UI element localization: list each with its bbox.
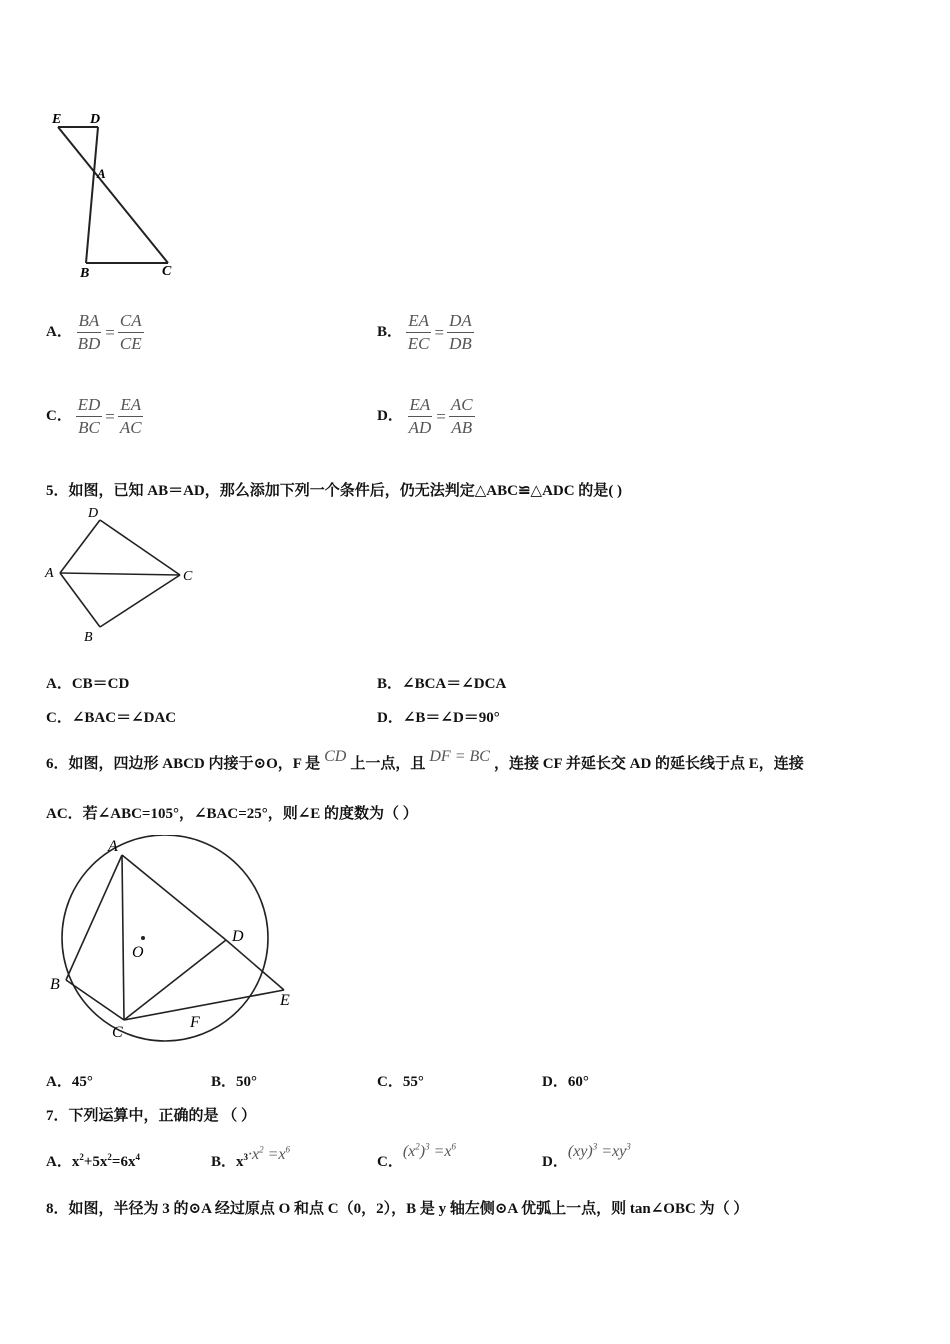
q4-option-b[interactable]: B． $\frac{EA}{EC}$ = $\frac{DA}{DB}$ — [377, 311, 472, 353]
arc-cd: CD — [324, 748, 347, 765]
option-letter: B． — [377, 323, 403, 340]
q5-option-c[interactable]: C．∠BAC＝∠DAC — [46, 710, 177, 726]
label-e: E — [280, 992, 290, 1009]
label-d: D — [232, 928, 244, 945]
q7-option-a[interactable]: A．$x^2+5x^2=6x^4$ — [46, 1152, 140, 1170]
label-o: O — [132, 944, 144, 961]
q4-option-c[interactable]: C． $\frac{ED}{BC}$ = $\frac{EA}{AC}$ — [46, 395, 142, 437]
fraction-right: $\frac{AC}{AB}$ — [450, 395, 473, 437]
figure-q6-circle — [40, 835, 310, 1045]
q5-option-b[interactable]: B．∠BCA＝∠DCA — [377, 676, 507, 692]
label-d: D — [88, 506, 99, 521]
label-a: A — [97, 166, 106, 181]
q6-option-d[interactable]: D．60° — [542, 1074, 589, 1090]
label-b: B — [84, 630, 93, 645]
fraction-left: $\frac{ED}{BC}$ — [77, 395, 101, 437]
q7-option-b[interactable]: B．$x^3\cdot x^2 =x^6$ — [211, 1144, 291, 1170]
label-e: E — [52, 112, 62, 127]
option-letter: C． — [46, 407, 72, 424]
fraction-left: $\frac{BA}{BD}$ — [77, 311, 101, 353]
label-c: C — [112, 1024, 123, 1041]
q6-option-c[interactable]: C．55° — [377, 1074, 424, 1090]
q7-option-d[interactable]: D．$(xy)^3 =xy^3$ — [542, 1141, 631, 1170]
q4-option-a[interactable]: A． $\frac{BA}{BD}$ = $\frac{CA}{CE}$ — [46, 311, 142, 353]
fraction-left: $\frac{EA}{EC}$ — [407, 311, 430, 353]
label-f: F — [190, 1014, 200, 1031]
arc-equation: DF = BC — [429, 748, 490, 765]
label-a: A — [108, 838, 118, 855]
question-6-line1: 6．如图，四边形 ABCD 内接于⊙O，F 是 CD 上一点，且 DF = BC ，连接 CF 并延长交 AD 的延长线于点 E，连接 — [46, 748, 804, 772]
q5-option-d[interactable]: D．∠B＝∠D＝90° — [377, 710, 500, 726]
label-b: B — [50, 976, 60, 993]
q5-option-a[interactable]: A．CB＝CD — [46, 676, 130, 692]
fraction-right: $\frac{EA}{AC}$ — [119, 395, 142, 437]
fraction-right: $\frac{CA}{CE}$ — [119, 311, 142, 353]
label-d: D — [90, 112, 101, 127]
question-8-text: 8．如图，半径为 3 的⊙A 经过原点 O 和点 C（0，2），B 是 y 轴左侧⊙A 优弧上一点，则 tan∠OBC 为（ ） — [46, 1201, 749, 1217]
figure-q5-kite — [40, 505, 210, 650]
option-letter: A． — [46, 323, 72, 340]
question-5-text: 5．如图，已知 AB＝AD，那么添加下列一个条件后，仍无法判定△ABC≌△ADC 的是( ) — [46, 483, 623, 499]
q4-option-d[interactable]: D． $\frac{EA}{AD}$ = $\frac{AC}{AB}$ — [377, 395, 473, 437]
figure-q4-triangles — [40, 105, 190, 285]
label-c: C — [162, 264, 172, 279]
fraction-left: $\frac{EA}{AD}$ — [408, 395, 432, 437]
label-b: B — [80, 266, 90, 281]
option-letter: D． — [377, 407, 403, 424]
fraction-right: $\frac{DA}{DB}$ — [449, 311, 472, 353]
question-6-line2: AC．若∠ABC=105°，∠BAC=25°，则∠E 的度数为（ ） — [46, 806, 418, 822]
q6-option-a[interactable]: A．45° — [46, 1074, 93, 1090]
q7-option-c[interactable]: C．$(x^2)^3 =x^6$ — [377, 1141, 457, 1170]
label-c: C — [183, 569, 193, 584]
q6-option-b[interactable]: B．50° — [211, 1074, 258, 1090]
label-a: A — [45, 566, 54, 581]
question-7-text: 7．下列运算中，正确的是 （ ） — [46, 1108, 257, 1124]
